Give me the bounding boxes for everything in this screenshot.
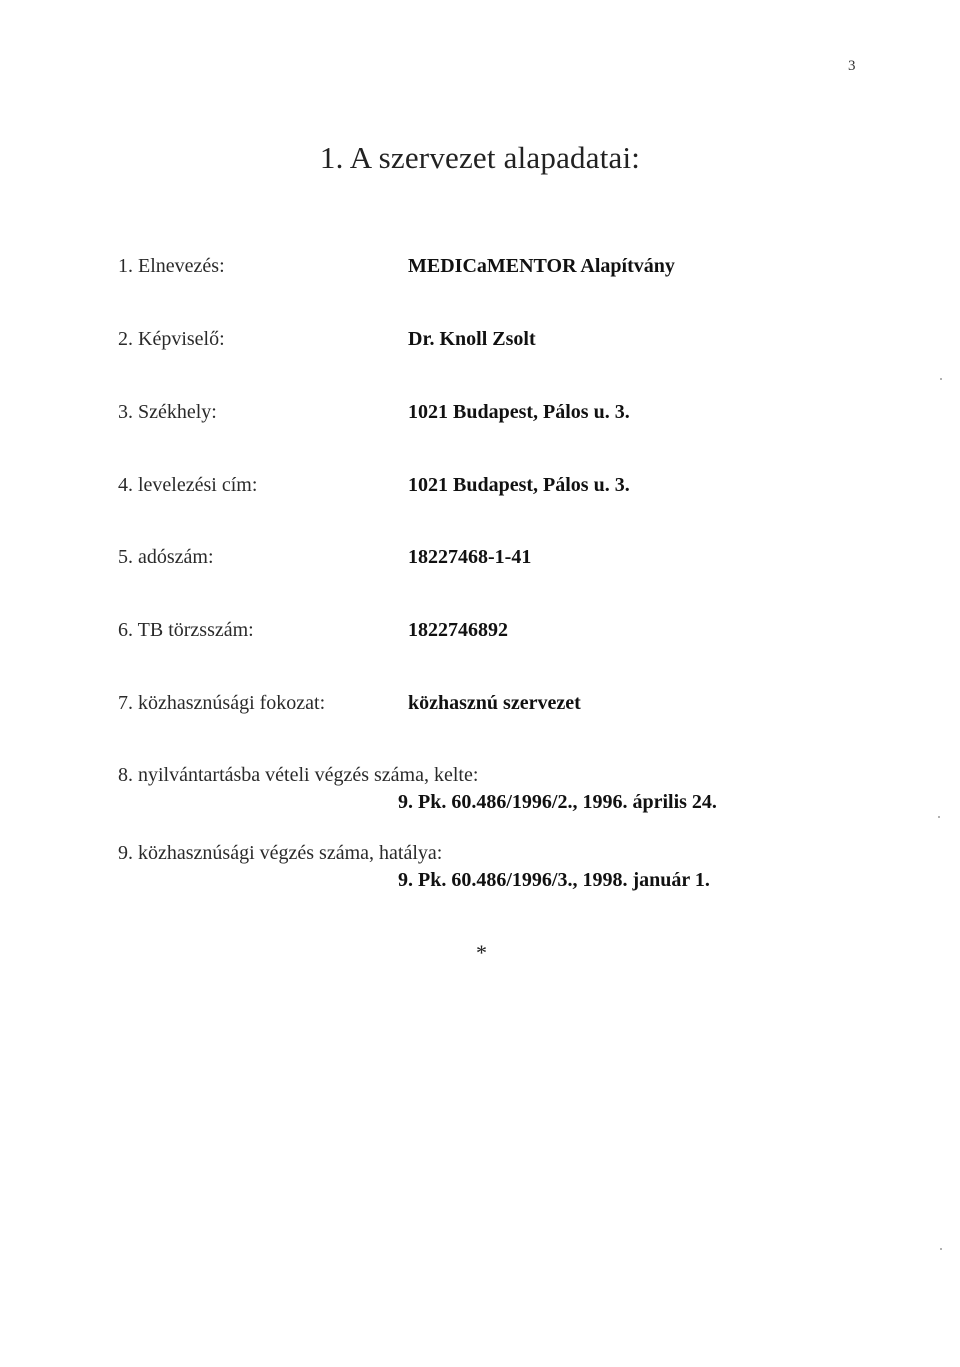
public-benefit-order-value: 9. Pk. 60.486/1996/3., 1998. január 1. [398,869,710,891]
row-value: 1822746892 [408,619,508,641]
row-value: 18227468-1-41 [408,546,532,568]
row-label: 3. Székhely: [118,401,217,423]
row-value: Dr. Knoll Zsolt [408,328,536,350]
public-benefit-order-label: 9. közhasznúsági végzés száma, hatálya: [118,842,443,864]
row-value: 1021 Budapest, Pálos u. 3. [408,474,630,496]
row-label: 1. Elnevezés: [118,255,225,277]
page-number: 3 [848,58,856,74]
document-title: 1. A szervezet alapadatai: [319,140,641,175]
registration-order-value: 9. Pk. 60.486/1996/2., 1996. április 24. [398,791,717,813]
row-value: közhasznú szervezet [408,692,581,714]
row-label: 5. adószám: [118,546,214,568]
row-label: 6. TB törzsszám: [118,619,254,641]
row-label: 7. közhasznúsági fokozat: [118,692,326,714]
scan-speck [940,378,942,380]
row-value: MEDICaMENTOR Alapítvány [408,255,675,277]
row-value: 1021 Budapest, Pálos u. 3. [408,401,630,423]
scan-speck [940,1248,942,1250]
row-label: 2. Képviselő: [118,328,225,350]
row-label: 4. levelezési cím: [118,474,258,496]
end-mark: * [476,940,487,965]
registration-order-label: 8. nyilvántartásba vételi végzés száma, kelte: [118,764,479,786]
scan-speck [938,816,940,818]
